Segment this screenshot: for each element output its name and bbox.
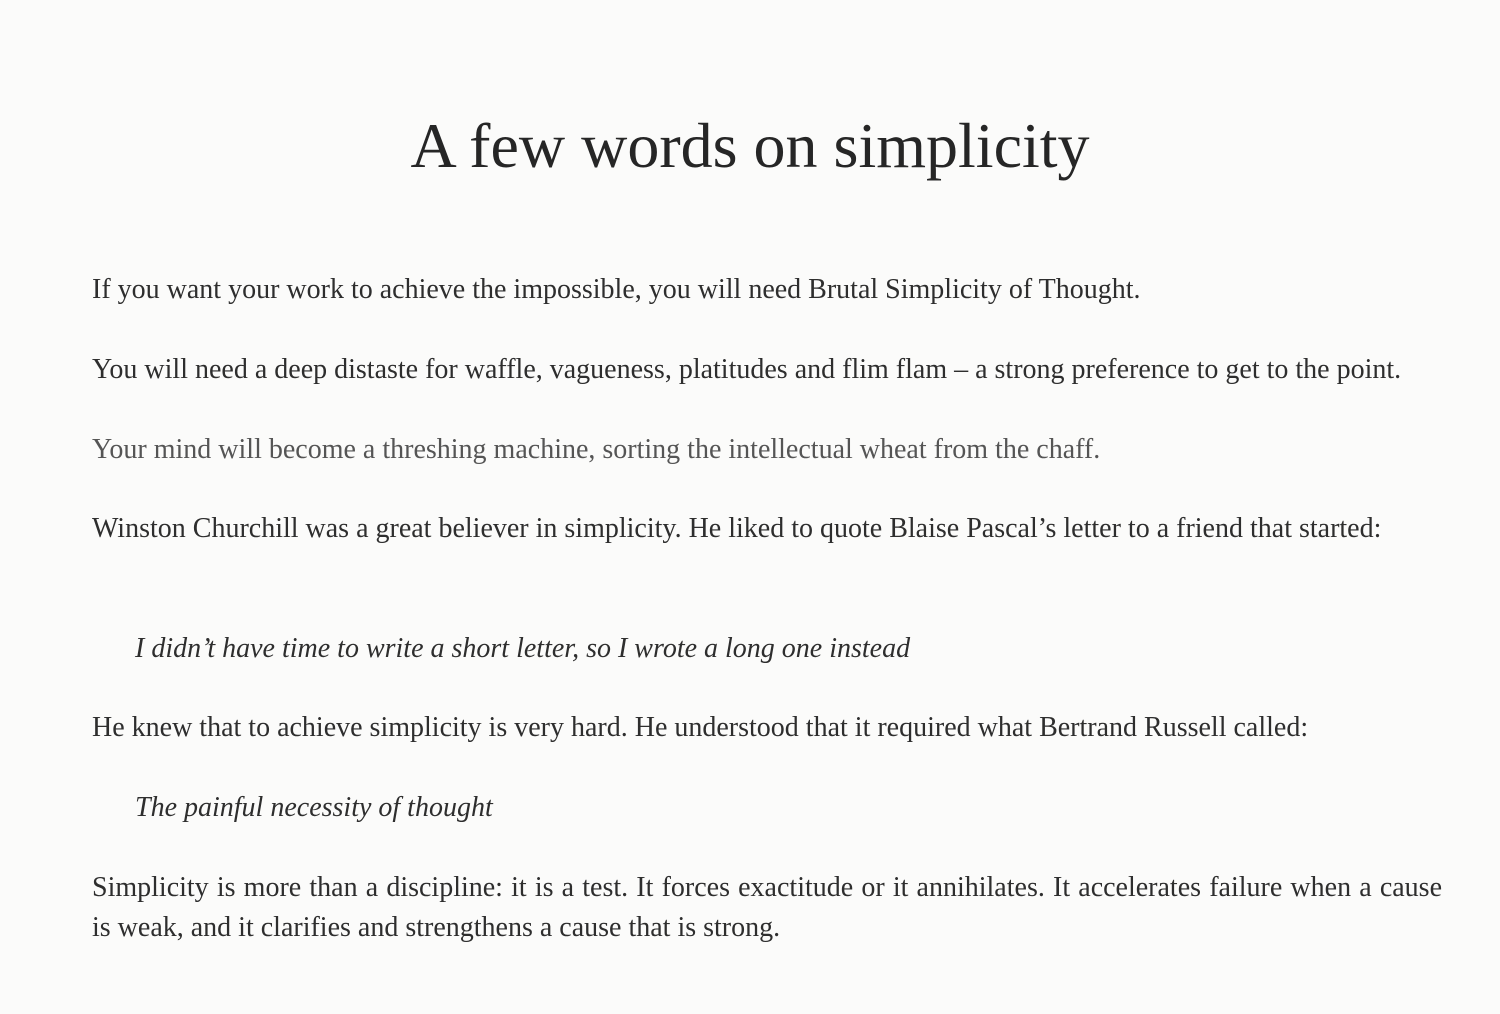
paragraph-brutal-simplicity: If you want your work to achieve the impossible, you will need Brutal Simplicity of Thought. [92,274,1141,305]
paragraph-threshing-machine: Your mind will become a threshing machine, sorting the intellectual wheat from the chaff. [92,434,1101,465]
paragraph-russell: He knew that to achieve simplicity is very hard. He understood that it required what Bertrand Russell called: [92,712,1309,743]
page-title: A few words on simplicity [410,110,1090,181]
quote-pascal: I didn’t have time to write a short letter, so I wrote a long one instead [135,633,911,664]
paragraph-distaste: You will need a deep distaste for waffle, vagueness, platitudes and flim flam – a strong preference to get to the point. [92,354,1402,385]
paragraph-simplicity-test: Simplicity is more than a discipline: it is a test. It forces exactitude or it annihilates. It accelerates failure when a cause is weak, and it clarifies and strengthens a cause that is strong. [92,872,1442,943]
paragraph-churchill: Winston Churchill was a great believer in simplicity. He liked to quote Blaise Pascal’s letter to a friend that started: [92,513,1382,544]
quote-russell: The painful necessity of thought [135,792,493,823]
